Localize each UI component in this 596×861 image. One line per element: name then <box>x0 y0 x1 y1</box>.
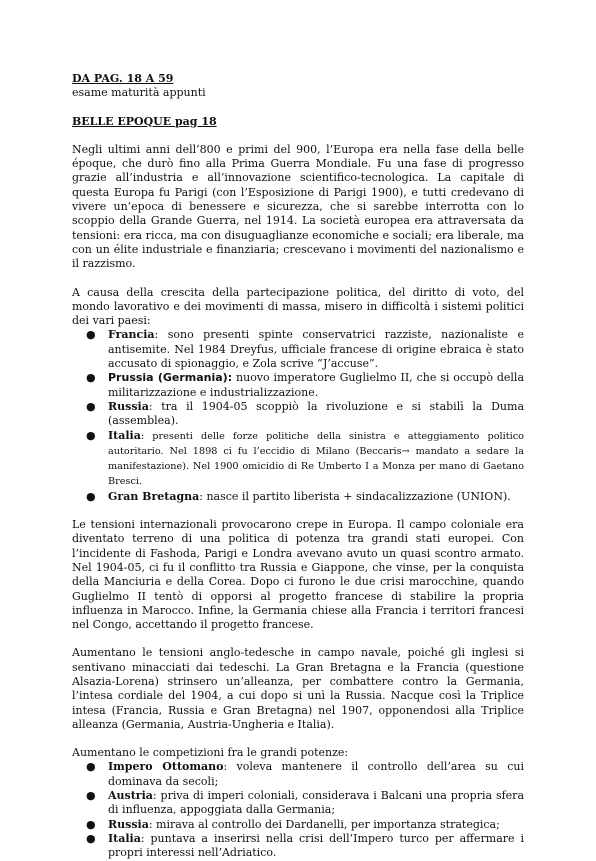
bullet-icon: ● <box>86 817 96 831</box>
paragraph-competitions: Aumentano le competizioni fra le grandi potenze: <box>72 746 349 760</box>
list-item-italia-2 <box>72 832 524 861</box>
bullet-icon: ● <box>86 399 96 413</box>
list-item-key: Gran Bretagna <box>108 489 200 503</box>
list-item-text: : tra il 1904-05 scoppiò la rivoluzione e si stabilì la Duma (assemblea). <box>108 399 524 428</box>
document-title: DA PAG. 18 A 59 <box>72 72 174 85</box>
paragraph-alliances: Aumentano le tensioni anglo-tedesche in campo navale, poiché gli inglesi si sentivano minacciati dai tedeschi. La Gran Bretagna e la Francia (questione Alsazia-Lorena) strinsero un’alleanza, per combattere contro la Germania, l’intesa cordiale del 1904, a cui dopo si unì la Russia. Nacque così la Triplice intesa (Francia, Russia e Gran Bretagna) nel 1907, opponendosi alla Triplice alleanza (Germania, Austria-Ungheria e Italia). <box>72 646 524 731</box>
list-item-text: : puntava a inserirsi nella crisi dell’Impero turco per affermare i propri interessi nell’Adriatico. <box>108 831 524 860</box>
document-subtitle: esame maturità appunti <box>72 86 206 100</box>
list-item-austria <box>72 789 524 818</box>
list-item-key: Francia <box>108 328 155 342</box>
list-item-italia <box>72 429 524 490</box>
section-title: BELLE EPOQUE pag 18 <box>72 114 217 128</box>
bullet-icon: ● <box>86 371 96 385</box>
list-item-key: Russia <box>108 817 149 831</box>
list-item-text: nuovo imperatore Guglielmo II, che si occupò della militarizzazione e industrializzazione. <box>108 371 525 399</box>
list-item-key: Italia <box>108 831 141 845</box>
paragraph-belle-epoque: Negli ultimi anni dell’800 e primi del 900, l’Europa era nella fase della belle époque, che durò fino alla Prima Guerra Mondiale. Fu una fase di progresso grazie all’industria e all’innovazione scientifico-tecnologica. La capitale di questa Europa fu Parigi (con l’Esposizione di Parigi 1900), e tutti credevano di vivere un’epoca di benessere e sicurezza, che si sarebbe interrotta con lo scoppio della Grande Guerra, nel 1914. La società europea era attraversata da tensioni: era ricca, ma con disuguaglianze economiche e sociali; era liberale, ma con un élite industriale e finanziaria; crescevano i movimenti del nazionalismo e il razzismo. <box>72 142 524 271</box>
paragraph-political-systems: A causa della crescita della partecipazione politica, del diritto di voto, del mondo lavorativo e dei movimenti di massa, misero in difficoltà i sistemi politici dei vari paesi: <box>72 285 524 328</box>
list-item-russia-2 <box>72 818 524 832</box>
bullet-icon: ● <box>86 760 96 774</box>
powers-list <box>72 760 524 860</box>
bullet-icon: ● <box>86 489 96 503</box>
list-item-impero-ottomano <box>72 760 524 789</box>
list-item-text: : sono presenti spinte conservatrici razziste, nazionaliste e antisemite. Nel 1984 Dreyfus, ufficiale francese di origine ebraica è stato accusato di spionaggio, e Zola scrive “J’accuse”. <box>108 328 524 371</box>
list-item-russia <box>72 400 524 429</box>
list-item-gran-bretagna <box>72 490 524 504</box>
list-item-key: Prussia (Germania): <box>108 371 233 385</box>
bullet-icon: ● <box>86 789 96 803</box>
paragraph-international-tensions: Le tensioni internazionali provocarono crepe in Europa. Il campo coloniale era diventato terreno di una politica di potenza tra grandi stati europei. Con l’incidente di Fashoda, Parigi e Londra avevano avuto un quasi scontro armato. Nel 1904-05, ci fu il conflitto tra Russia e Giappone, che vinse, per la conquista della Manciuria e della Corea. Dopo ci furono le due crisi marocchine, quando Guglielmo II tentò di opporsi al progetto francese di stabilire la propria influenza in Marocco. Infine, la Germania chiese alla Francia i territori francesi nel Congo, accettando il progetto francese. <box>72 518 524 632</box>
list-item-francia <box>72 328 524 371</box>
list-item-text: : priva di imperi coloniali, considerava i Balcani una propria sfera di influenza, appoggiata dalla Germania; <box>108 789 524 817</box>
bullet-icon: ● <box>86 428 96 442</box>
list-item-key: Impero Ottomano <box>108 760 224 774</box>
bullet-icon: ● <box>86 328 96 342</box>
list-item-text: : presenti delle forze politiche della sinistra e atteggiamento politico autoritario. Nel 1898 ci fu l’eccidio di Milano (Beccaris→ mandato a sedare la manifestazione). Nel 1900 omicidio di Re Umberto I a Monza per mano di Gaetano Bresci. <box>108 430 524 488</box>
list-item-text: : voleva mantenere il controllo dell’area su cui dominava da secoli; <box>108 760 524 788</box>
list-item-key: Russia <box>108 399 149 413</box>
list-item-key: Austria <box>108 789 153 803</box>
countries-list <box>72 328 524 504</box>
list-item-key: Italia <box>108 428 141 442</box>
list-item-text: : nasce il partito liberista + sindacalizzazione (UNION). <box>199 489 511 503</box>
bullet-icon: ● <box>86 831 96 845</box>
list-item-text: : mirava al controllo dei Dardanelli, per importanza strategica; <box>148 817 500 831</box>
list-item-prussia <box>72 371 524 400</box>
